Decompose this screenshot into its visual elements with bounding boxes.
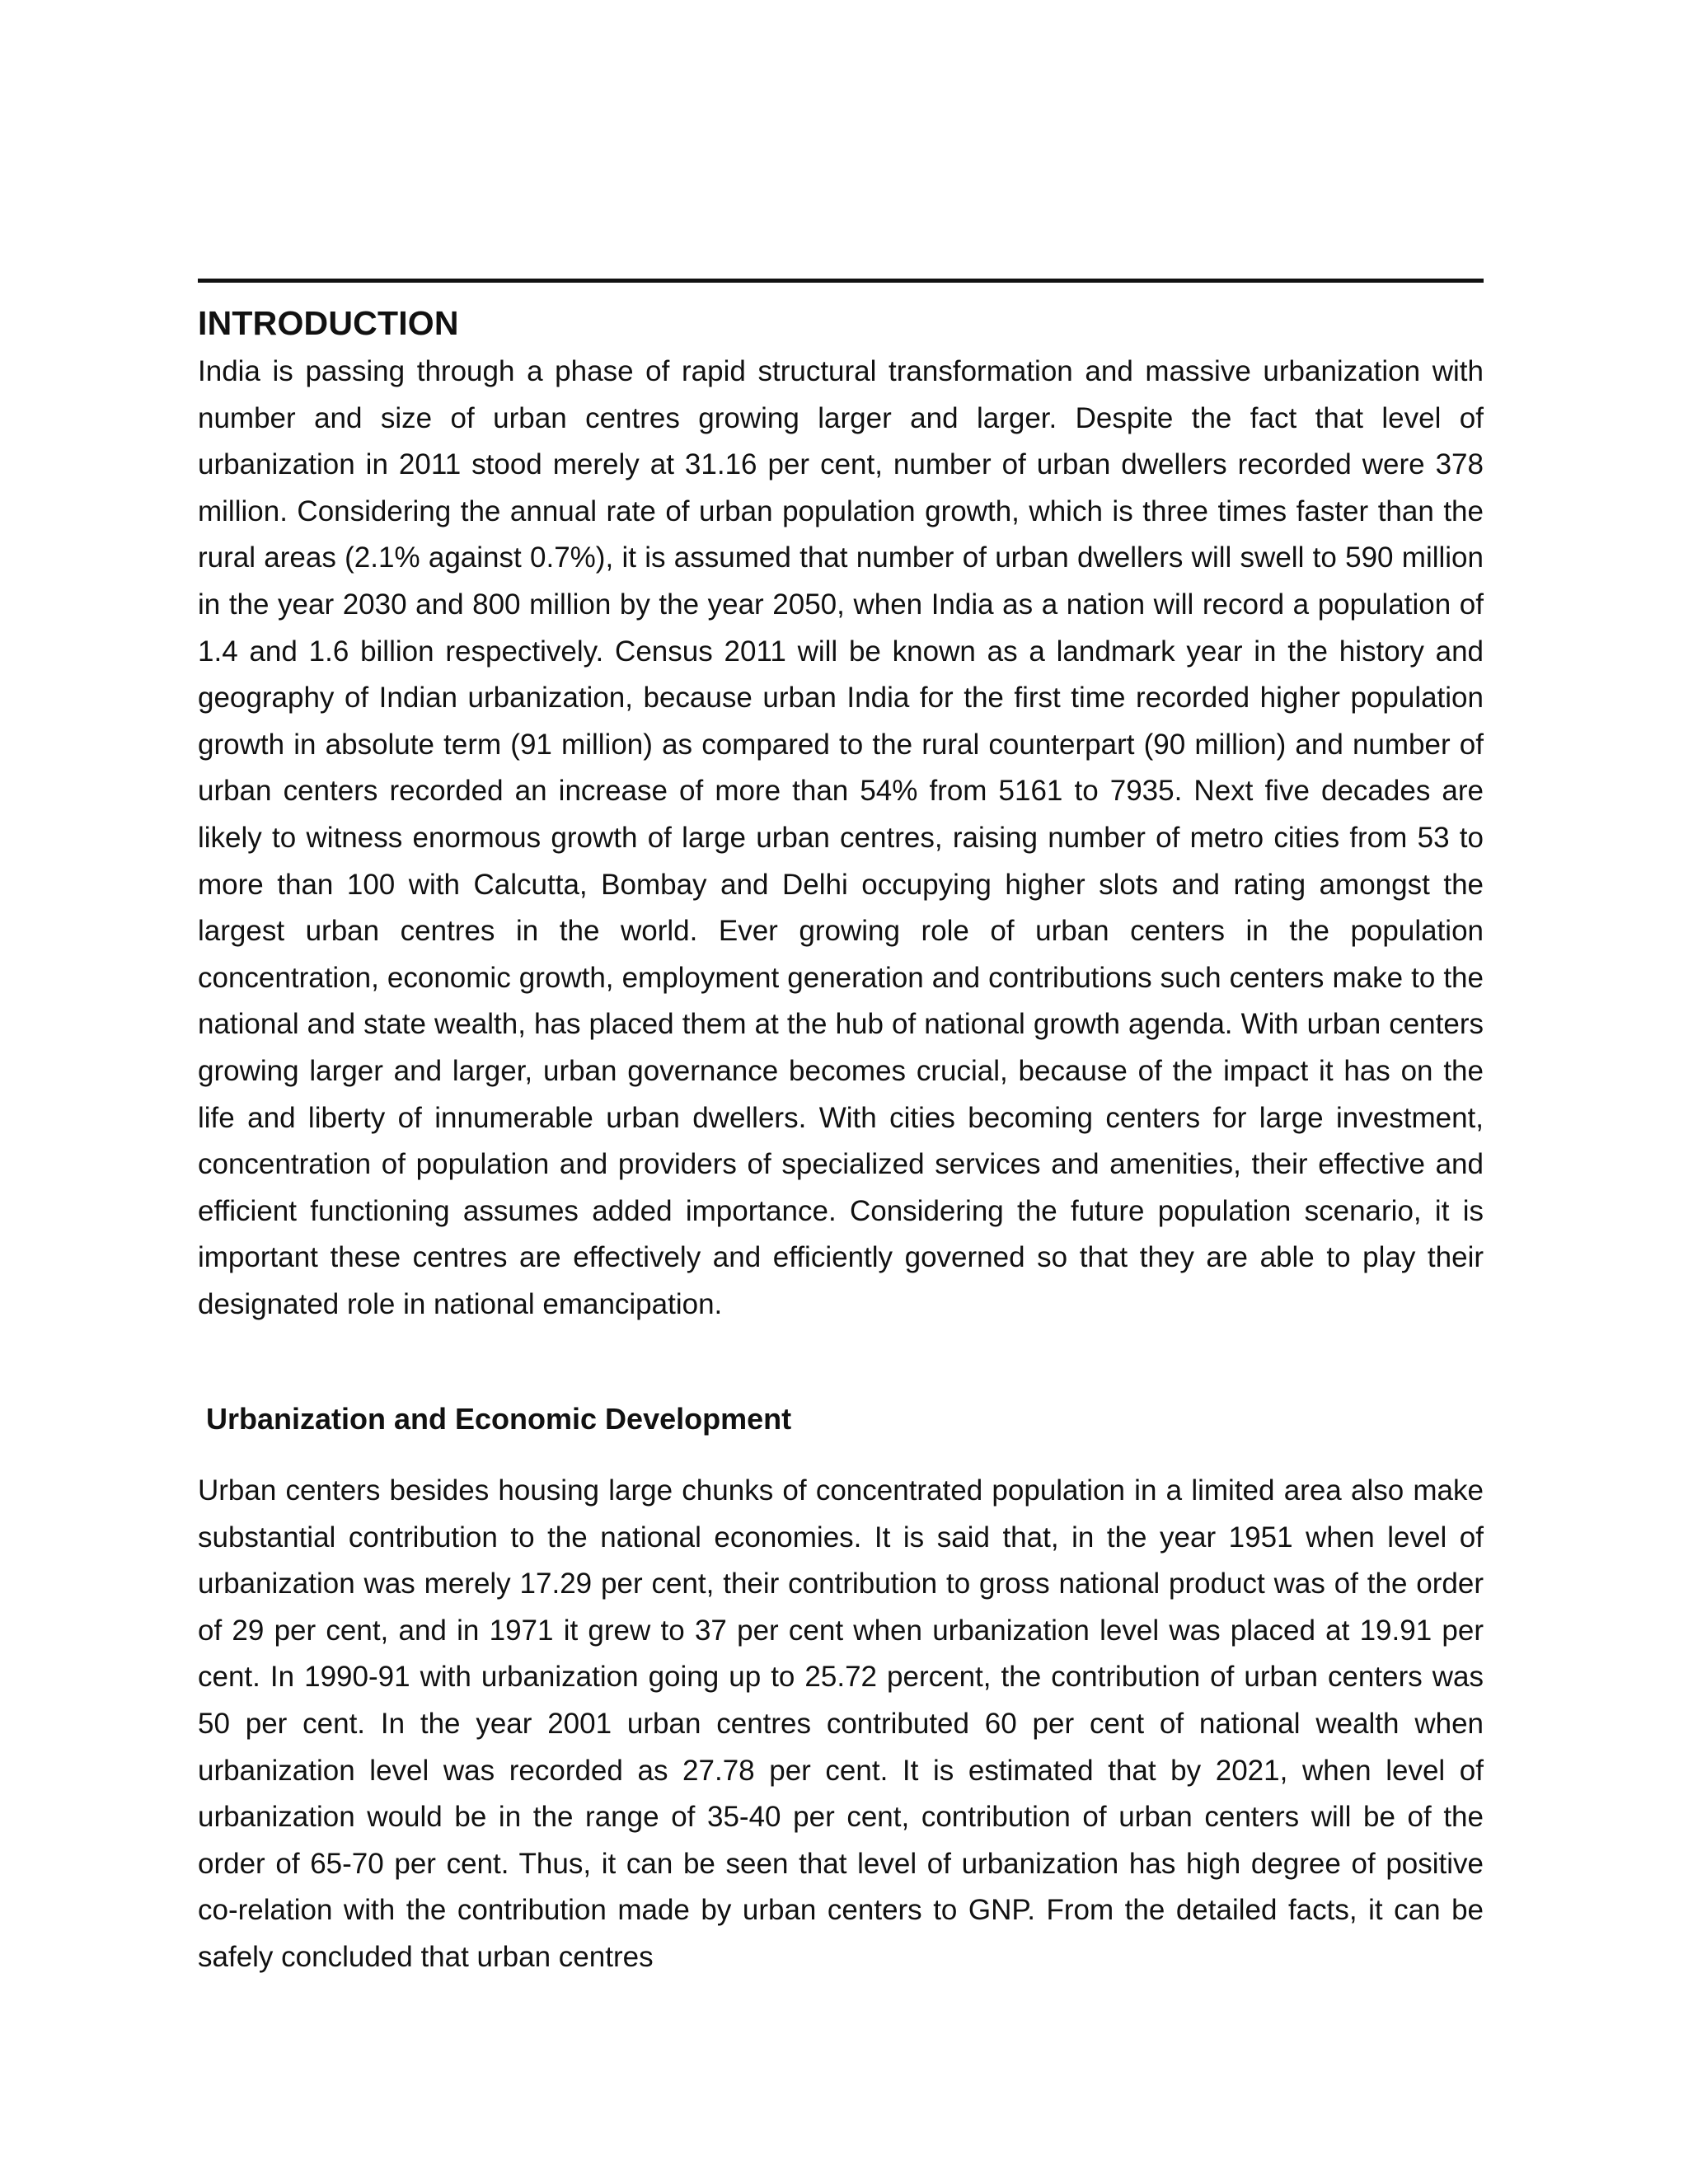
economic-paragraph: Urban centers besides housing large chunks of concentrated population in a limited area also make substantial contribution to the national economies. It is said that, in the year 1951 when level of urbanization was merely 17.29 per cent, their contribution to gross national product was of the order of 29 per cent, and in 1971 it grew to 37 per cent when urbanization level was placed at 19.91 per cent. In 1990-91 with urbanization going up to 25.72 percent, the contribution of urban centers was 50 per cent. In the year 2001 urban centres contributed 60 per cent of national wealth when urbanization level was recorded as 27.78 per cent. It is estimated that by 2021, when level of urbanization would be in the range of 35-40 per cent, contribution of urban centers will be of the order of 65-70 per cent. Thus, it can be seen that level of urbanization has high degree of positive co-relation with the contribution made by urban centers to GNP. From the detailed facts, it can be safely concluded that urban centres [198,1474,1484,1973]
intro-paragraph: India is passing through a phase of rapid structural transformation and massive urbanization with number and size of urban centres growing larger and larger. Despite the fact that level of urbanization in 2011 stood merely at 31.16 per cent, number of urban dwellers recorded were 378 million. Considering the annual rate of urban population growth, which is three times faster than the rural areas (2.1% against 0.7%), it is assumed that number of urban dwellers will swell to 590 million in the year 2030 and 800 million by the year 2050, when India as a nation will record a population of 1.4 and 1.6 billion respectively. Census 2011 will be known as a landmark year in the history and geography of Indian urbanization, because urban India for the first time recorded higher population growth in absolute term (91 million) as compared to the rural counterpart (90 million) and number of urban centers recorded an increase of more than 54% from 5161 to 7935. Next five decades are likely to witness enormous growth of large urban centres, raising number of metro cities from 53 to more than 100 with Calcutta, Bombay and Delhi occupying higher slots and rating amongst the largest urban centres in the world. Ever growing role of urban centers in the population concentration, economic growth, employment generation and contributions such centers make to the national and state wealth, has placed them at the hub of national growth agenda. With urban centers growing larger and larger, urban governance becomes crucial, because of the impact it has on the life and liberty of innumerable urban dwellers. With cities becoming centers for large investment, concentration of population and providers of specialized services and amenities, their effective and efficient functioning assumes added importance. Considering the future population scenario, it is important these centres are effectively and efficiently governed so that they are able to play their designated role in national emancipation. [198,355,1484,1320]
horizontal-rule [198,279,1484,283]
subsection-heading: Urbanization and Economic Development [206,1402,792,1436]
section-heading: INTRODUCTION [198,304,459,342]
